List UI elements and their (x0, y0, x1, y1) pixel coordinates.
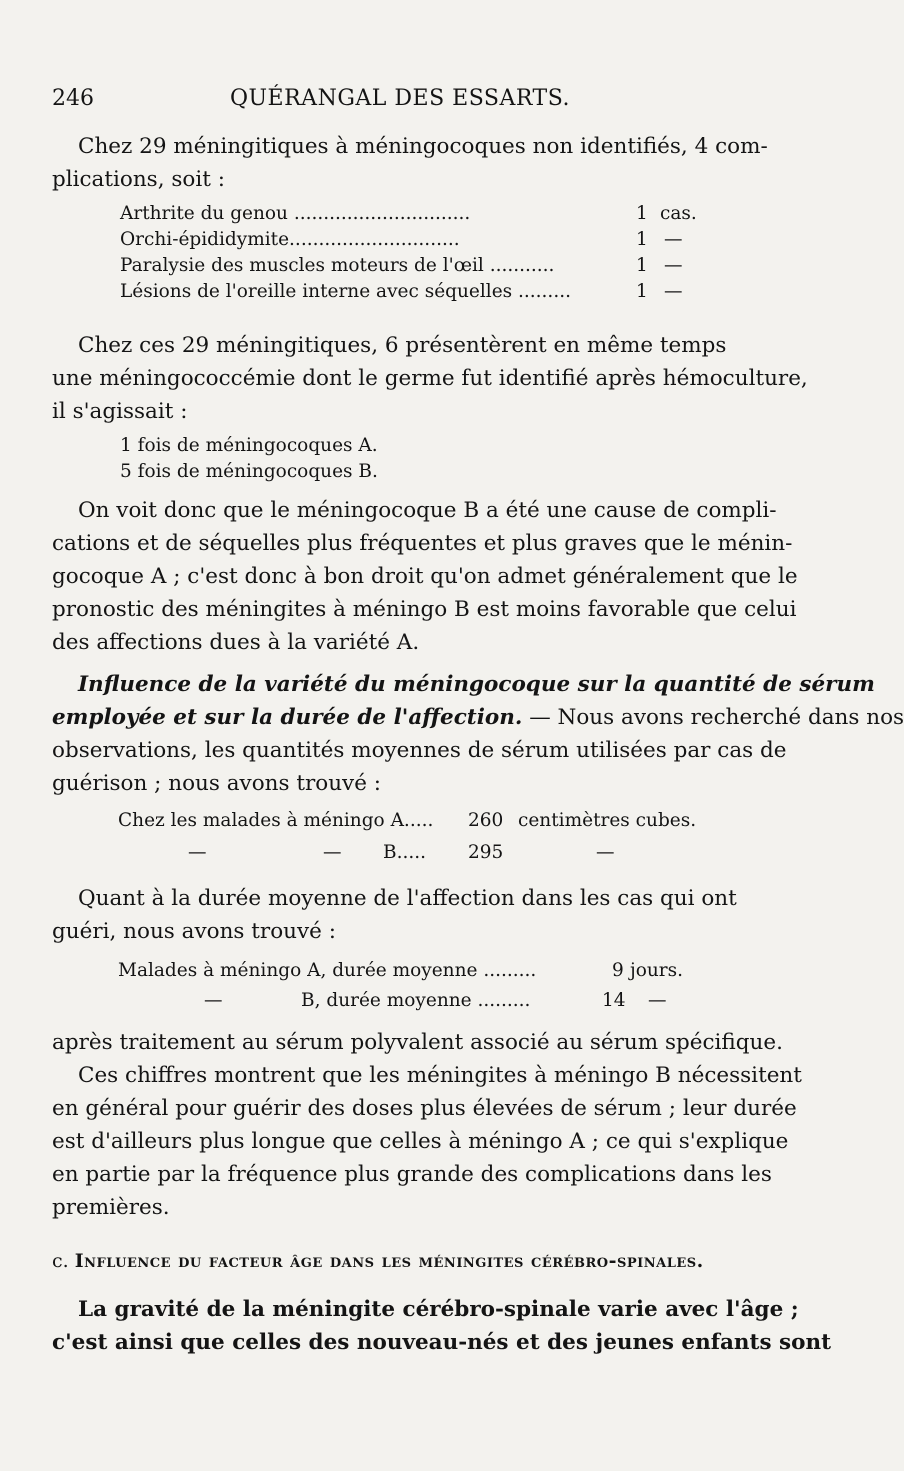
paragraph-figures (52, 1026, 802, 1224)
serum-value: 295 (468, 842, 504, 863)
complication-unit: — (664, 229, 683, 250)
ditto-mark: — (188, 842, 207, 863)
section-title: Influence du facteur âge dans les méningites cérébro-spinales. (74, 1250, 704, 1272)
paragraph-line: des affections dues à la variété A. (52, 630, 420, 655)
paragraph-line: est d'ailleurs plus longue que celles à méningo A ; ce qui s'explique (52, 1129, 789, 1154)
duration-unit: jours. (630, 960, 684, 981)
section-heading-italic: Influence de la variété du méningocoque sur la quantité de sérum (78, 672, 875, 697)
serum-unit: — (596, 842, 615, 863)
serum-label: Chez les malades à méningo A..... (118, 810, 434, 831)
page-header (0, 86, 800, 116)
paragraph-line: guéri, nous avons trouvé : (52, 919, 336, 944)
list-item (118, 840, 718, 866)
list-item (120, 253, 710, 279)
duration-label: Malades à méningo A, durée moyenne ......... (118, 960, 537, 981)
running-head: QUÉRANGAL DES ESSARTS. (229, 86, 570, 111)
complication-label: Lésions de l'oreille interne avec séquelles ......... (120, 281, 571, 302)
paragraph-meningococcemia (52, 329, 808, 428)
serum-label: B..... (383, 842, 426, 863)
list-item (120, 201, 710, 227)
paragraph-line: La gravité de la méningite cérébro-spinale varie avec l'âge ; (78, 1297, 799, 1322)
paragraph-line: il s'agissait : (52, 399, 188, 424)
duration-unit: — (648, 990, 667, 1011)
paragraph-line: une méningococcémie dont le germe fut identifié après hémoculture, (52, 366, 808, 391)
paragraph-line: gocoque A ; c'est donc à bon droit qu'on admet généralement que le (52, 564, 798, 589)
paragraph-unidentified-cases (52, 130, 768, 196)
list-item (120, 279, 710, 305)
duration-table (118, 958, 718, 1014)
paragraph-line: Ces chiffres montrent que les méningites à méningo B nécessitent (78, 1063, 802, 1088)
paragraph-line: en général pour guérir des doses plus élevées de sérum ; leur durée (52, 1096, 797, 1121)
list-item (120, 459, 520, 485)
complication-count: 1 (636, 229, 648, 250)
section-heading-italic: employée et sur la durée de l'affection. (52, 705, 523, 730)
complication-unit: — (664, 281, 683, 302)
complication-count: 1 (636, 255, 648, 276)
ditto-mark: — (204, 990, 223, 1011)
list-item (120, 227, 710, 253)
list-item (120, 433, 520, 459)
section-heading-c (52, 1245, 752, 1278)
paragraph-line: pronostic des méningites à méningo B est moins favorable que celui (52, 597, 797, 622)
complication-label: Orchi-épididymite............................. (120, 229, 460, 250)
paragraph-line: plications, soit : (52, 167, 225, 192)
germ-line: 5 fois de méningocoques B. (120, 461, 378, 482)
serum-table (118, 808, 718, 866)
paragraph-line: Chez 29 méningitiques à méningocoques non identifiés, 4 com- (78, 134, 768, 159)
complication-label: Paralysie des muscles moteurs de l'œil ........... (120, 255, 555, 276)
complication-count: 1 (636, 203, 648, 224)
list-item (118, 988, 718, 1014)
paragraph-serum-influence (52, 668, 904, 800)
paragraph-line: observations, les quantités moyennes de sérum utilisées par cas de (52, 738, 787, 763)
duration-value: 14 (602, 990, 626, 1011)
paragraph-line: Quant à la durée moyenne de l'affection dans les cas qui ont (78, 886, 737, 911)
paragraph-line: premières. (52, 1195, 170, 1220)
serum-unit: centimètres cubes. (518, 810, 697, 831)
page-number: 246 (52, 86, 94, 111)
section-label: c. (52, 1250, 69, 1272)
germ-line: 1 fois de méningocoques A. (120, 435, 378, 456)
germ-list (120, 433, 520, 485)
paragraph-line: après traitement au sérum polyvalent associé au sérum spécifique. (52, 1030, 783, 1055)
paragraph-line: On voit donc que le méningocoque B a été une cause de compli- (78, 498, 777, 523)
complication-count: 1 (636, 281, 648, 302)
paragraph-line: cations et de séquelles plus fréquentes et plus graves que le ménin- (52, 531, 793, 556)
list-item (118, 808, 718, 834)
paragraph-text: — Nous avons recherché dans nos (522, 705, 904, 730)
paragraph-line: Chez ces 29 méningitiques, 6 présentèrent en même temps (78, 333, 727, 358)
complications-list (120, 201, 710, 305)
ditto-mark: — (323, 842, 342, 863)
paragraph-line: c'est ainsi que celles des nouveau-nés et des jeunes enfants sont (52, 1330, 832, 1355)
paragraph-conclusion (52, 494, 798, 659)
list-item (118, 958, 718, 984)
complication-label: Arthrite du genou .............................. (120, 203, 471, 224)
paragraph-duration (52, 882, 752, 948)
paragraph-age (52, 1293, 832, 1359)
duration-label: B, durée moyenne ......... (301, 990, 531, 1011)
duration-value: 9 (612, 960, 624, 981)
serum-value: 260 (468, 810, 504, 831)
paragraph-line: en partie par la fréquence plus grande des complications dans les (52, 1162, 772, 1187)
complication-unit: — (664, 255, 683, 276)
complication-unit: cas. (660, 203, 697, 224)
paragraph-line: guérison ; nous avons trouvé : (52, 771, 382, 796)
